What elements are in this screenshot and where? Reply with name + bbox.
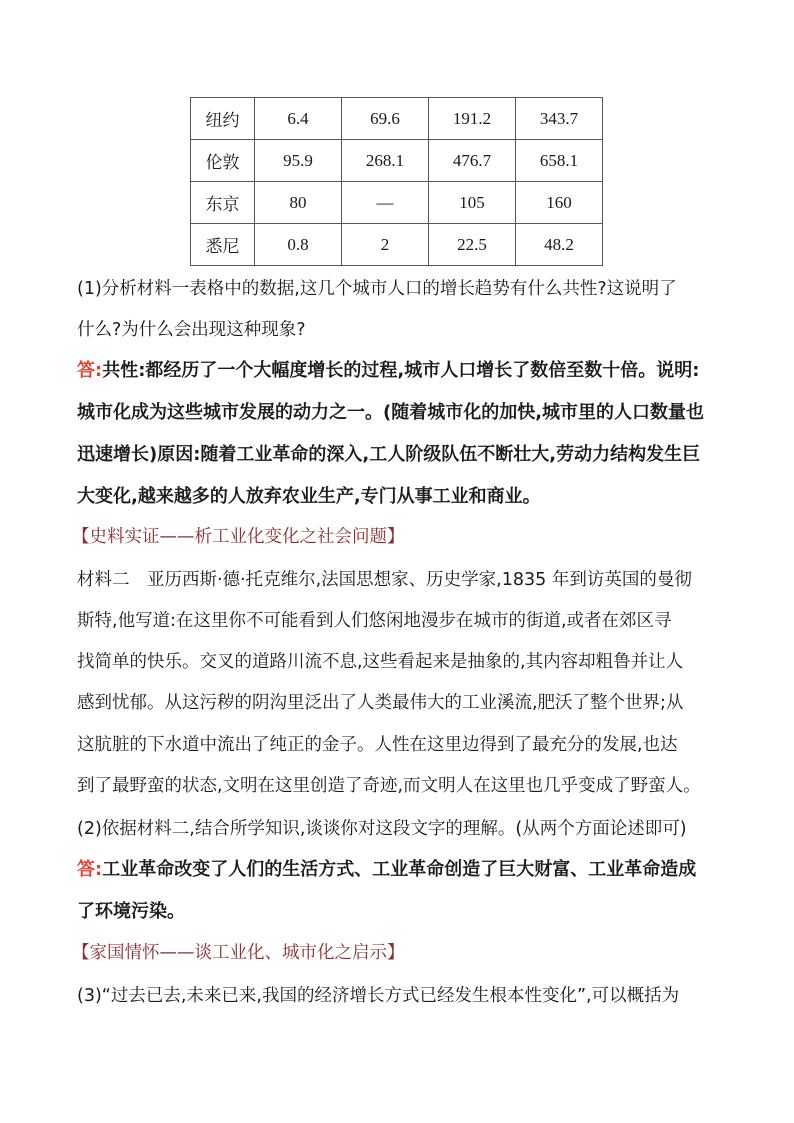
- question-1-line-1: (1)分析材料一表格中的数据,这几个城市人口的增长趋势有什么共性?这说明了: [77, 279, 677, 299]
- value-cell: 6.4: [255, 98, 342, 140]
- table-row: [191, 224, 603, 266]
- city-cell: 伦敦: [191, 140, 255, 182]
- answer-1-line-3: 迅速增长)原因:随着工业革命的深入,工人阶级队伍不断壮大,劳动力结构发生巨: [77, 444, 701, 465]
- answer-label: 答:: [77, 360, 103, 381]
- value-cell: 476.7: [429, 140, 516, 182]
- value-cell: 2: [342, 224, 429, 266]
- value-cell: 48.2: [516, 224, 603, 266]
- answer-1-line-4: 大变化,越来越多的人放弃农业生产,专门从事工业和商业。: [77, 486, 541, 507]
- question-3: (3)“过去已去,未来已来,我国的经济增长方式已经发生根本性变化”,可以概括为: [77, 986, 680, 1006]
- table-row: [191, 182, 603, 224]
- city-cell: 纽约: [191, 98, 255, 140]
- value-cell: 160: [516, 182, 603, 224]
- answer-1-text: 共性:都经历了一个大幅度增长的过程,城市人口增长了数倍至数十倍。说明:: [102, 360, 700, 381]
- answer-label: 答:: [77, 859, 103, 880]
- value-cell: 22.5: [429, 224, 516, 266]
- value-cell: 80: [255, 182, 342, 224]
- population-table: [190, 97, 603, 266]
- answer-1-line-2: 城市化成为这些城市发展的动力之一。(随着城市化的加快,城市里的人口数量也: [77, 402, 705, 423]
- section-heading-historical-evidence: 【史料实证——析工业化变化之社会问题】: [72, 527, 405, 547]
- answer-2-line-1: [77, 858, 727, 882]
- material-2-line-2: 斯特,他写道:在这里你不可能看到人们悠闲地漫步在城市的街道,或者在郊区寻: [77, 611, 672, 631]
- section-heading-homeland: 【家国情怀——谈工业化、城市化之启示】: [72, 943, 405, 963]
- material-2-line-5: 这肮脏的下水道中流出了纯正的金子。人性在这里边得到了最充分的发展,也达: [77, 735, 678, 755]
- value-cell: 658.1: [516, 140, 603, 182]
- city-cell: 悉尼: [191, 224, 255, 266]
- value-cell: —: [342, 182, 429, 224]
- question-2: (2)依据材料二,结合所学知识,谈谈你对这段文字的理解。(从两个方面论述即可): [77, 819, 687, 839]
- material-2-line-1: 材料二 亚历西斯·德·托克维尔,法国思想家、历史学家,1835 年到访英国的曼彻: [77, 570, 692, 590]
- answer-2-line-2: 了环境污染。: [77, 901, 185, 922]
- table-row: [191, 140, 603, 182]
- material-2-line-3: 找简单的快乐。交叉的道路川流不息,这些看起来是抽象的,其内容却粗鲁并让人: [77, 652, 684, 672]
- value-cell: 0.8: [255, 224, 342, 266]
- answer-1-line-1: [77, 359, 727, 383]
- value-cell: 105: [429, 182, 516, 224]
- material-2-line-6: 到了最野蛮的状态,文明在这里创造了奇迹,而文明人在这里也几乎变成了野蛮人。: [77, 776, 701, 796]
- value-cell: 69.6: [342, 98, 429, 140]
- value-cell: 268.1: [342, 140, 429, 182]
- material-2-line-4: 感到忧郁。从这污秽的阴沟里泛出了人类最伟大的工业溪流,肥沃了整个世界;从: [77, 693, 684, 713]
- city-cell: 东京: [191, 182, 255, 224]
- value-cell: 343.7: [516, 98, 603, 140]
- answer-2-text: 工业革命改变了人们的生活方式、工业革命创造了巨大财富、工业革命造成: [102, 859, 697, 880]
- question-1-line-2: 什么?为什么会出现这种现象?: [77, 320, 306, 340]
- table-row: [191, 98, 603, 140]
- value-cell: 191.2: [429, 98, 516, 140]
- value-cell: 95.9: [255, 140, 342, 182]
